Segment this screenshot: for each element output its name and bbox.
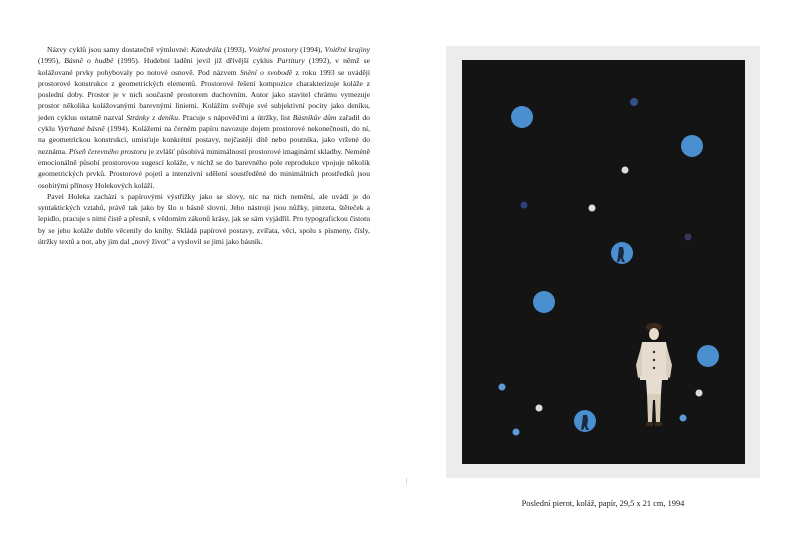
small-dot-white: [589, 205, 596, 212]
pierrot-button: [653, 351, 655, 353]
small-dot: [630, 98, 638, 106]
small-dot: [513, 429, 520, 436]
pierrot-legs: [647, 394, 661, 422]
pierrot-arm-right: [666, 344, 672, 378]
pierrot-head: [649, 328, 659, 340]
small-dot-white: [696, 390, 703, 397]
blue-circle: [681, 135, 703, 157]
pierrot-shoe: [646, 422, 653, 426]
paragraph-1: Názvy cyklů jsou samy dostatečně výmluvné: Katedrála (1993), Vnitřní prostory (1994), Vnitřní krajiny (1995), Básně o hudbě (1995). Hudební laděnί jevil již dřívější cyklus Partitury (1992), v němž se kolážované prvky pohybovaly po notové osnově. Pod názvem Snění o svobodě z roku 1993 se uvádějí prostorové konstrukce z geometrických elementů. Prostorové řešení kompozice charakterizuje koláže z poslední doby. Prostor je v nich současně prostorem duchovním. Autor jako stavitel chrámu vymezuje prostor několika kolážovanými barevnými liniemi. Kolážím svěřuje své subjektivní pocity jako deníku, jeden cyklus ostatně nazval Stránky z deníku. Pracuje s nápověďmi a útržky, list Básníkův dům zařadil do cyklu Vytrhané básně (1994). Kolážemi na černém papíru navozuje dojem prostorové nekonečnosti, do ní, na geometrickou konstrukci, umisťuje konkrétní postavy, nejčastěji dítě nebo poutníka, jako vržené do neznáma. Píseň čerevného prostoru je zvlášť působivá minimálností prostorové imaginární skladby. Neméně emocionálně působí prostorovou sugescí koláže, v nichž se do barevného pole reprodukce vpojuje několik geometrických prvků. Prostorové pojetí a intenzivní sdělení soustředěné do minimálních prostředků jsou osobitými přínosy Holekových koláží.: [38, 45, 371, 190]
blue-circle: [697, 345, 719, 367]
pierrot-arm-left: [636, 344, 642, 378]
collage-svg: [462, 60, 745, 464]
small-dot-white: [622, 167, 629, 174]
page-divider-mark: [406, 478, 407, 484]
pierrot-button: [653, 367, 655, 369]
paragraph-2: Pavel Holeka zachází s papírovými výstřižky jako se slovy, nic na nich nemění, ale uvádí je do syntaktických vztahů, právě tak jako by šlo o básně slovní. Jeho nástroji jsou nůžky, pinzeta, štěteček a lepidlo, pracuje s nimi čistě a přesně, s vědomím zákonů krásy, jak se sám vyjádřil. Pro typografickou čistotu by se jeho koláže dobře věcenily do knihy. Skládá papírové postavy, zvířata, věci, spolu s písmeny, čísly, útržky textů a not, aby jim dal „nový život" a vyslovil se jimi jako básník.: [38, 191, 370, 247]
blue-circle: [511, 106, 533, 128]
small-dot: [521, 202, 528, 209]
tiny-figures: [581, 247, 625, 430]
small-dot: [685, 234, 692, 241]
pierrot-shoe: [655, 422, 662, 426]
small-dots: [499, 98, 703, 436]
collage-artwork: [462, 60, 745, 464]
pierrot-figure: [636, 323, 672, 426]
small-dot: [499, 384, 506, 391]
blue-circles: [511, 106, 719, 432]
pierrot-button: [653, 359, 655, 361]
small-dot-white: [536, 405, 543, 412]
small-dot: [680, 415, 687, 422]
article-text: [38, 44, 370, 247]
blue-circle: [533, 291, 555, 313]
artwork-caption: Poslední pierot, koláž, papír, 29,5 x 21 cm, 1994: [521, 499, 685, 508]
